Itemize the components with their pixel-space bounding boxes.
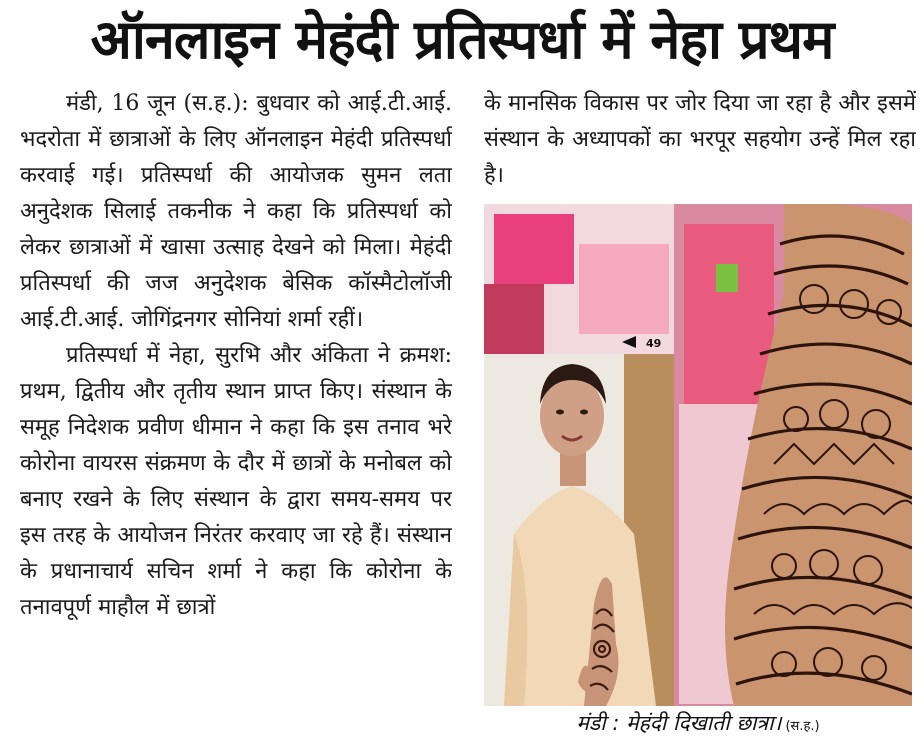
headline: ऑनलाइन मेहंदी प्रतिस्पर्धा में नेहा प्रथम: [90, 8, 834, 71]
photo-inset-label: 49: [646, 337, 662, 350]
photo-caption-credit: (स.ह.): [785, 719, 820, 734]
article-column-right: [484, 86, 916, 198]
article-column-left: [20, 86, 452, 736]
photo-caption-text: मंडी : मेहंदी दिखाती छात्रा।: [576, 711, 782, 735]
article-paragraph-continued: के मानसिक विकास पर जोर दिया जा रहा है और इसमें संस्थान के अध्यापकों का भरपूर सहयोग उन्हें मिल रहा है।: [484, 91, 916, 188]
article-paragraph-1: मंडी, 16 जून (स.ह.): बुधवार को आई.टी.आई. भदरोता में छात्राओं के लिए ऑनलाइन मेहंदी प्रतिस्पर्धा करवाई गई। प्रतिस्पर्धा की आयोजक सुमन लता अनुदेशक सिलाई तकनीक ने कहा कि प्रतिस्पर्धा को लेकर छात्राओं में खासा उत्साह देखने को मिला। मेहंदी प्रतिस्पर्धा की जज अनुदेशक बेसिक कॉस्मैटोलॉजी आई.टी.आई. जोगिंद्रनगर सोनियां शर्मा रहीं।: [20, 91, 452, 332]
news-photo: [484, 204, 912, 706]
photo-illustration: [484, 204, 912, 706]
article-paragraph-2: प्रतिस्पर्धा में नेहा, सुरभि और अंकिता ने क्रमश: प्रथम, द्वितीय और तृतीय स्थान प्राप्त किए। संस्थान के समूह निदेशक प्रवीण धीमान ने कहा कि इस तनाव भरे कोरोना वायरस संक्रमण के दौर में छात्रों के मनोबल को बनाए रखने के लिए संस्थान के द्वारा समय-समय पर इस तरह के आयोजन निरंतर करवाए जा रहे हैं। संस्थान के प्रधानाचार्य सचिन शर्मा ने कहा कि कोरोना के तनावपूर्ण माहौल में छात्रों: [20, 343, 452, 620]
photo-caption: [484, 708, 912, 738]
